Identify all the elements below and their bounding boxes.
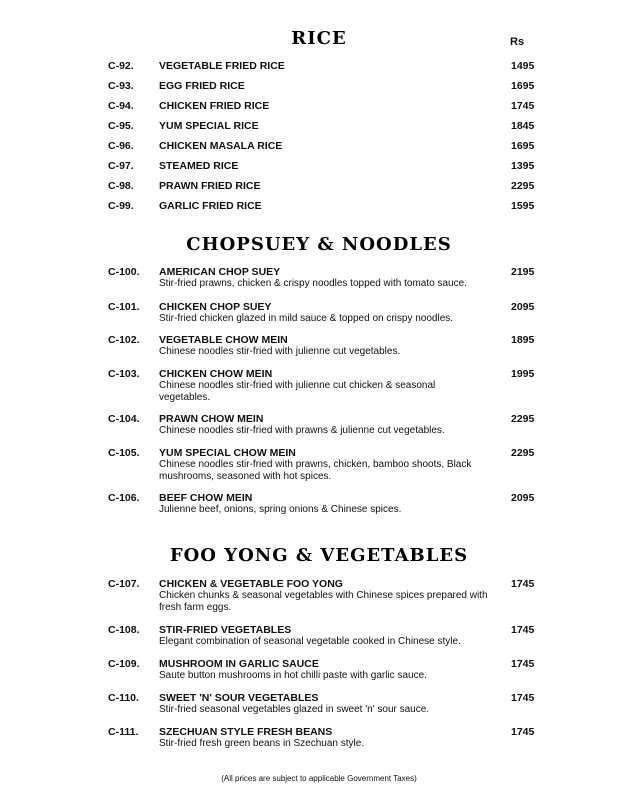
item-name: BEEF CHOW MEIN <box>159 492 253 504</box>
item-description: Stir-fried prawns, chicken & crispy noodles topped with tomato sauce. <box>159 278 467 289</box>
item-code: C-107. <box>108 578 140 590</box>
item-price: 1995 <box>511 368 535 380</box>
item-code: C-94. <box>108 100 134 112</box>
item-code: C-103. <box>108 368 140 380</box>
item-description: Julienne beef, onions, spring onions & Chinese spices. <box>159 504 402 515</box>
item-code: C-93. <box>108 80 134 92</box>
item-description: Chicken chunks & seasonal vegetables with Chinese spices prepared with fresh farm eggs. <box>159 590 488 613</box>
item-name: CHICKEN MASALA RICE <box>159 140 283 152</box>
item-price: 1745 <box>511 692 535 704</box>
item-price: 2195 <box>511 266 535 278</box>
item-code: C-111. <box>108 726 139 738</box>
item-price: 2095 <box>511 301 535 313</box>
section-title-chopsuey-noodles: CHOPSUEY & NOODLES <box>186 234 452 255</box>
item-code: C-97. <box>108 160 134 172</box>
item-name: EGG FRIED RICE <box>159 80 245 92</box>
item-description: Elegant combination of seasonal vegetable cooked in Chinese style. <box>159 636 461 647</box>
section-title-foo-yong-vegetables: FOO YONG & VEGETABLES <box>169 545 469 566</box>
item-name: MUSHROOM IN GARLIC SAUCE <box>159 658 319 670</box>
section-title-rice: RICE <box>291 28 347 49</box>
item-code: C-109. <box>108 658 140 670</box>
item-description: Chinese noodles stir-fried with julienne cut chicken & seasonal vegetables. <box>159 380 436 403</box>
item-code: C-110. <box>108 692 139 704</box>
item-price: 1495 <box>511 60 535 72</box>
item-code: C-92. <box>108 60 134 72</box>
item-code: C-108. <box>108 624 140 636</box>
tax-footnote: (All prices are subject to applicable Government Taxes) <box>221 774 417 783</box>
item-description: Saute button mushrooms in hot chilli paste with garlic sauce. <box>159 670 427 681</box>
item-code: C-102. <box>108 334 140 346</box>
item-name: AMERICAN CHOP SUEY <box>159 266 281 278</box>
item-name: VEGETABLE FRIED RICE <box>159 60 285 72</box>
item-price: 1695 <box>511 140 535 152</box>
item-code: C-95. <box>108 120 134 132</box>
item-description: Chinese noodles stir-fried with prawns, chicken, bamboo shoots, Black mushrooms, seasoned with hot spices. <box>159 459 472 482</box>
item-code: C-98. <box>108 180 134 192</box>
item-price: 1895 <box>511 334 535 346</box>
item-price: 1845 <box>511 120 535 132</box>
item-price: 2295 <box>511 447 535 459</box>
item-price: 1395 <box>511 160 535 172</box>
item-price: 1745 <box>511 624 535 636</box>
item-name: YUM SPECIAL RICE <box>159 120 259 132</box>
item-code: C-101. <box>108 301 140 313</box>
item-name: YUM SPECIAL CHOW MEIN <box>159 447 296 459</box>
item-name: SWEET 'N' SOUR VEGETABLES <box>159 692 319 704</box>
item-name: STEAMED RICE <box>159 160 239 172</box>
item-code: C-104. <box>108 413 140 425</box>
item-name: PRAWN FRIED RICE <box>159 180 261 192</box>
item-description: Chinese noodles stir-fried with prawns & julienne cut vegetables. <box>159 425 445 436</box>
item-code: C-100. <box>108 266 140 278</box>
item-name: STIR-FRIED VEGETABLES <box>159 624 292 636</box>
item-price: 1745 <box>511 726 535 738</box>
item-description: Stir-fried fresh green beans in Szechuan style. <box>159 738 365 749</box>
item-name: CHICKEN CHOP SUEY <box>159 301 272 313</box>
item-description: Stir-fried chicken glazed in mild sauce & topped on crispy noodles. <box>159 313 454 324</box>
item-price: 2295 <box>511 180 535 192</box>
item-code: C-106. <box>108 492 140 504</box>
item-description: Stir-fried seasonal vegetables glazed in sweet 'n' sour sauce. <box>159 704 430 715</box>
item-price: 2095 <box>511 492 535 504</box>
item-name: CHICKEN CHOW MEIN <box>159 368 273 380</box>
item-description: Chinese noodles stir-fried with julienne cut vegetables. <box>159 346 401 357</box>
item-price: 1595 <box>511 200 535 212</box>
item-price: 2295 <box>511 413 535 425</box>
item-name: PRAWN CHOW MEIN <box>159 413 264 425</box>
item-code: C-105. <box>108 447 140 459</box>
item-name: SZECHUAN STYLE FRESH BEANS <box>159 726 333 738</box>
item-price: 1745 <box>511 578 535 590</box>
item-name: CHICKEN FRIED RICE <box>159 100 270 112</box>
currency-label: Rs <box>510 36 525 48</box>
item-name: VEGETABLE CHOW MEIN <box>159 334 288 346</box>
item-price: 1695 <box>511 80 535 92</box>
item-name: GARLIC FRIED RICE <box>159 200 262 212</box>
item-name: CHICKEN & VEGETABLE FOO YONG <box>159 578 343 590</box>
item-price: 1745 <box>511 658 535 670</box>
item-price: 1745 <box>511 100 535 112</box>
item-code: C-99. <box>108 200 134 212</box>
item-code: C-96. <box>108 140 134 152</box>
